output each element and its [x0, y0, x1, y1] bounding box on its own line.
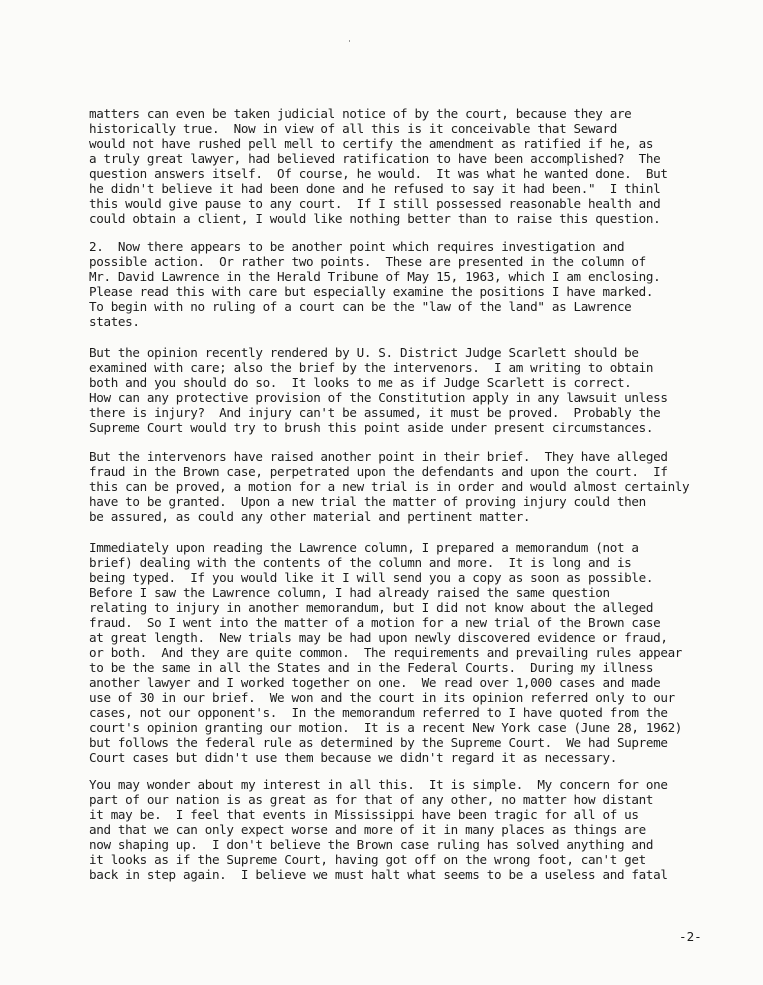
text-line: another lawyer and I worked together on one. We read over 1,000 cases and made: [89, 675, 661, 690]
text-line: could obtain a client, I would like nothing better than to raise this question.: [89, 211, 661, 226]
text-line: at great length. New trials may be had upon newly discovered evidence or fraud,: [89, 630, 668, 645]
paragraph: [89, 345, 729, 435]
text-line: But the intervenors have raised another point in their brief. They have alleged: [89, 449, 668, 464]
text-line: it looks as if the Supreme Court, having got off on the wrong foot, can't get: [89, 852, 646, 867]
text-line: fraud in the Brown case, perpetrated upon the defendants and upon the court. If: [89, 464, 668, 479]
text-line: there is injury? And injury can't be assumed, it must be proved. Probably the: [89, 405, 661, 420]
text-line: part of our nation is as great as for that of any other, no matter how distant: [89, 792, 654, 807]
text-line: would not have rushed pell mell to certify the amendment as ratified if he, as: [89, 136, 654, 151]
text-line: How can any protective provision of the Constitution apply in any lawsuit unless: [89, 390, 668, 405]
text-line: back in step again. I believe we must halt what seems to be a useless and fatal: [89, 867, 668, 882]
text-line: brief) dealing with the contents of the column and more. It is long and is: [89, 555, 632, 570]
paragraph: [89, 239, 729, 329]
text-line: Before I saw the Lawrence column, I had already raised the same question: [89, 585, 610, 600]
text-line: Supreme Court would try to brush this point aside under present circumstances.: [89, 420, 654, 435]
text-line: both and you should do so. It looks to me as if Judge Scarlett is correct.: [89, 375, 632, 390]
paragraph: [89, 449, 729, 524]
text-line: relating to injury in another memorandum, but I did not know about the alleged: [89, 600, 654, 615]
page-number: -2-: [679, 929, 702, 944]
paper-speck: [349, 40, 350, 42]
text-line: and that we can only expect worse and more of it in many places as things are: [89, 822, 646, 837]
text-line: use of 30 in our brief. We won and the court in its opinion referred only to our: [89, 690, 675, 705]
text-line: it may be. I feel that events in Mississippi have been tragic for all of us: [89, 807, 639, 822]
text-line: to be the same in all the States and in the Federal Courts. During my illness: [89, 660, 654, 675]
text-line: be assured, as could any other material and pertinent matter.: [89, 509, 531, 524]
text-line: states.: [89, 314, 140, 329]
text-line: To begin with no ruling of a court can be the "law of the land" as Lawrence: [89, 299, 632, 314]
text-line: a truly great lawyer, had believed ratification to have been accomplished? The: [89, 151, 661, 166]
text-line: this can be proved, a motion for a new trial is in order and would almost certainly: [89, 479, 690, 494]
text-line: fraud. So I went into the matter of a motion for a new trial of the Brown case: [89, 615, 661, 630]
text-line: question answers itself. Of course, he would. It was what he wanted done. But: [89, 166, 668, 181]
text-line: or both. And they are quite common. The requirements and prevailing rules appear: [89, 645, 683, 660]
text-line: possible action. Or rather two points. These are presented in the column of: [89, 254, 646, 269]
text-line: Please read this with care but especially examine the positions I have marked.: [89, 284, 654, 299]
text-line: examined with care; also the brief by the intervenors. I am writing to obtain: [89, 360, 654, 375]
text-line: Mr. David Lawrence in the Herald Tribune of May 15, 1963, which I am enclosing.: [89, 269, 661, 284]
text-line: have to be granted. Upon a new trial the matter of proving injury could then: [89, 494, 646, 509]
text-line: You may wonder about my interest in all this. It is simple. My concern for one: [89, 777, 668, 792]
text-line: 2. Now there appears to be another point which requires investigation and: [89, 239, 625, 254]
paragraph: [89, 777, 729, 882]
text-line: But the opinion recently rendered by U. S. District Judge Scarlett should be: [89, 345, 639, 360]
text-line: but follows the federal rule as determined by the Supreme Court. We had Supreme: [89, 735, 668, 750]
text-line: being typed. If you would like it I will send you a copy as soon as possible.: [89, 570, 654, 585]
text-line: Immediately upon reading the Lawrence column, I prepared a memorandum (not a: [89, 540, 639, 555]
text-line: he didn't believe it had been done and he refused to say it had been." I thinl: [89, 181, 661, 196]
paragraph: [89, 540, 729, 765]
text-line: Court cases but didn't use them because we didn't regard it as necessary.: [89, 750, 617, 765]
text-line: cases, not our opponent's. In the memorandum referred to I have quoted from the: [89, 705, 668, 720]
text-line: now shaping up. I don't believe the Brown case ruling has solved anything and: [89, 837, 654, 852]
text-line: matters can even be taken judicial notice of by the court, because they are: [89, 106, 632, 121]
text-line: this would give pause to any court. If I still possessed reasonable health and: [89, 196, 661, 211]
text-line: court's opinion granting our motion. It is a recent New York case (June 28, 1962): [89, 720, 683, 735]
text-line: historically true. Now in view of all this is it conceivable that Seward: [89, 121, 617, 136]
paragraph: [89, 106, 729, 226]
